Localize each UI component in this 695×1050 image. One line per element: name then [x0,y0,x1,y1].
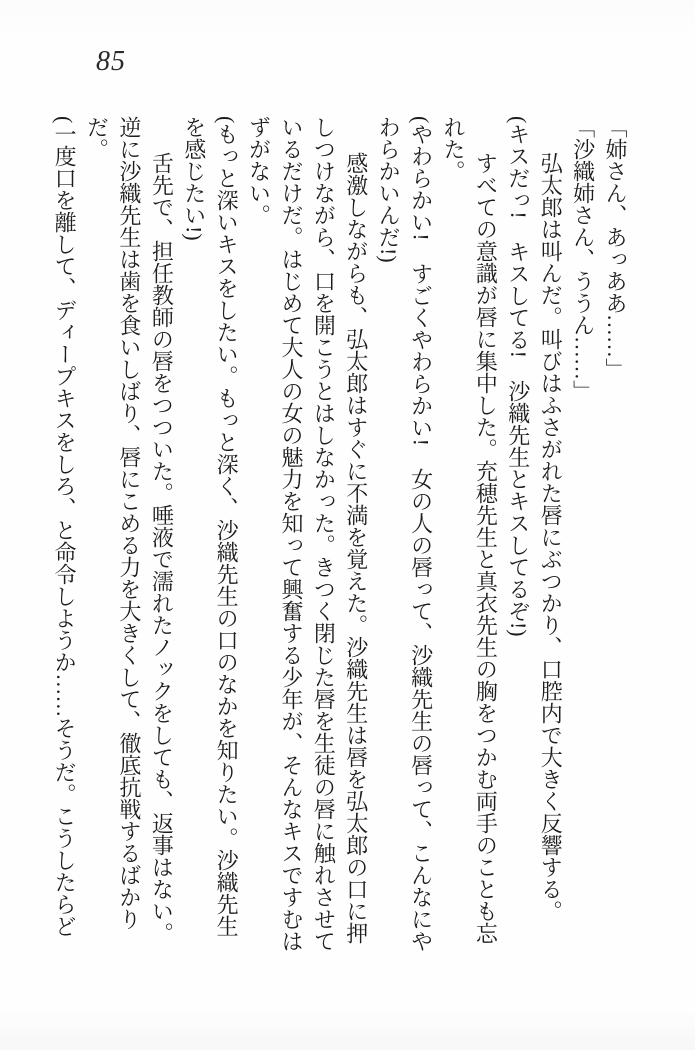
paragraph: すべての意識が唇に集中した。充穂先生と真衣先生の胸をつかむ両手のことも忘れた。 [440,116,499,944]
paragraph: 感激しながらも、弘太郎はすぐに不満を覚えた。沙織先生は唇を弘太郎の口に押しつけながら、口を開こうとはしなかった。きつく閉じた唇を生徒の唇に触れさせているだけだ。はじめて大人の女の魅力を知って興奮する少年が、そんなキスですむはずがない。 [246,116,369,952]
paragraph: 「姉さん、あっああ……」 [603,116,628,380]
paragraph: 舌先で、担任教師の唇をつついた。唾液で濡れたノックをしても、返事はない。逆に沙織先生は歯を食いしばり、唇にこめる力を大きくして、徹底抗戦するばかりだ。 [84,116,175,944]
paragraph: 弘太郎は叫んだ。叫びはふさがれた唇にぶつかり、口腔内で大きく反響する。 [538,152,564,922]
paragraph: (やわらかい! すごくやわらかい! 女の人の唇って、沙織先生の唇って、こんなにやわらかいんだ!) [376,116,434,952]
page-number: 85 [96,46,126,77]
paragraph: 「沙織姉さん、ううん……」 [570,116,596,402]
paragraph: (もっと深いキスをしたい。もっと深く、沙織先生の口のなかを知りたい。沙織先生を感じたい!) [181,116,240,938]
paragraph: (一度口を離して、ディープキスをしろ、と命令しようか……そうだ。こうしたらど [52,116,78,938]
page-text [52,116,631,954]
paragraph: (キスだっ! キスしてる! 沙織先生とキスしてるぞ!) [505,116,531,637]
